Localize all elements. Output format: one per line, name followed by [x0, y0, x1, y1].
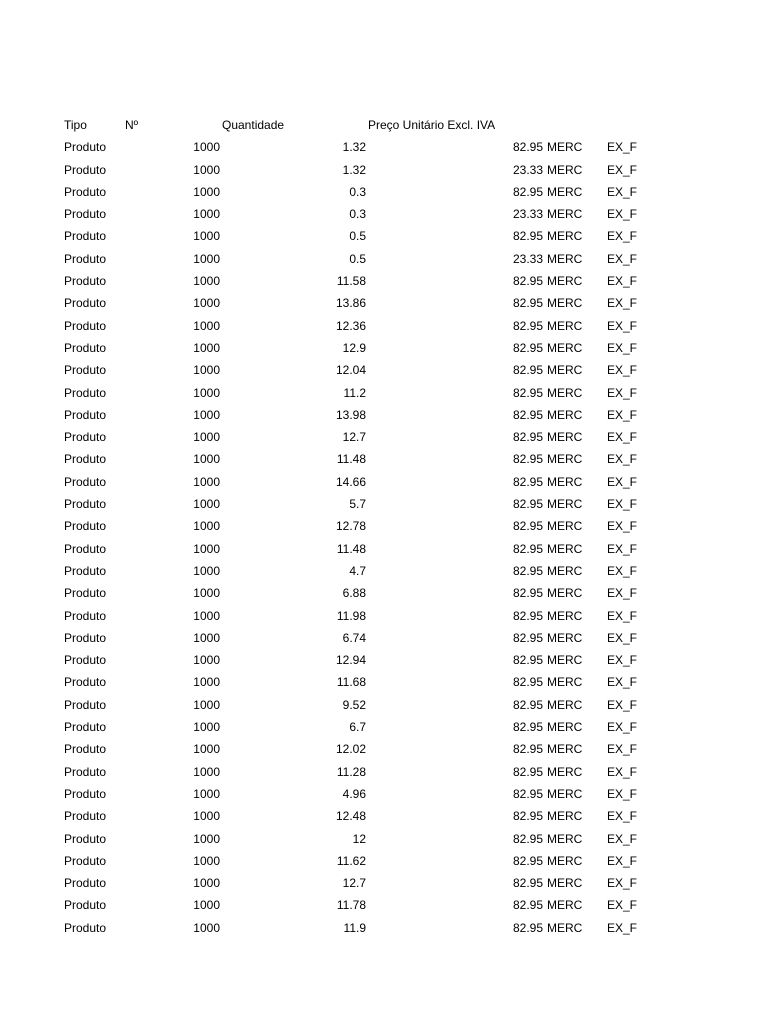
cell-merc: MERC — [547, 519, 583, 534]
cell-quantidade: 1000 — [193, 251, 220, 266]
cell-tipo: Produto — [64, 497, 107, 512]
cell-tipo: Produto — [64, 519, 107, 534]
cell-ex: EX_F — [607, 541, 638, 556]
cell-preco: 1.32 — [342, 140, 366, 155]
table-row — [0, 783, 768, 805]
cell-taxa: 82.95 — [512, 809, 543, 824]
cell-quantidade: 1000 — [193, 407, 220, 422]
cell-tipo: Produto — [64, 876, 107, 891]
cell-tipo: Produto — [64, 274, 107, 289]
cell-taxa: 82.95 — [512, 497, 543, 512]
cell-quantidade: 1000 — [193, 920, 220, 935]
cell-merc: MERC — [547, 764, 583, 779]
table-row — [0, 136, 768, 158]
cell-preco: 11.78 — [336, 898, 366, 913]
cell-merc: MERC — [547, 340, 583, 355]
cell-merc: MERC — [547, 452, 583, 467]
cell-merc: MERC — [547, 385, 583, 400]
header-row — [0, 114, 768, 136]
cell-quantidade: 1000 — [193, 274, 220, 289]
cell-quantidade: 1000 — [193, 586, 220, 601]
cell-ex: EX_F — [607, 563, 638, 578]
cell-tipo: Produto — [64, 318, 107, 333]
cell-tipo: Produto — [64, 385, 107, 400]
table-row — [0, 716, 768, 738]
cell-ex: EX_F — [607, 407, 638, 422]
cell-merc: MERC — [547, 586, 583, 601]
cell-preco: 12.78 — [335, 519, 366, 534]
cell-preco: 11.28 — [336, 764, 366, 779]
cell-quantidade: 1000 — [193, 831, 220, 846]
cell-preco: 11.48 — [336, 452, 366, 467]
cell-taxa: 82.95 — [512, 786, 543, 801]
cell-tipo: Produto — [64, 207, 107, 222]
cell-ex: EX_F — [607, 497, 638, 512]
cell-ex: EX_F — [607, 853, 638, 868]
table-row — [0, 671, 768, 693]
header-preco: Preço Unitário Excl. IVA — [368, 118, 496, 132]
cell-ex: EX_F — [607, 764, 638, 779]
cell-quantidade: 1000 — [193, 675, 220, 690]
cell-ex: EX_F — [607, 898, 638, 913]
cell-merc: MERC — [547, 853, 583, 868]
cell-merc: MERC — [547, 430, 583, 445]
cell-ex: EX_F — [607, 340, 638, 355]
cell-taxa: 82.95 — [512, 563, 543, 578]
cell-merc: MERC — [547, 318, 583, 333]
cell-tipo: Produto — [64, 586, 107, 601]
cell-merc: MERC — [547, 563, 583, 578]
cell-ex: EX_F — [607, 274, 638, 289]
cell-preco: 4.7 — [349, 563, 366, 578]
cell-preco: 0.3 — [349, 184, 366, 199]
cell-taxa: 23.33 — [512, 251, 543, 266]
cell-preco: 12 — [352, 831, 366, 846]
cell-preco: 12.04 — [335, 363, 366, 378]
cell-preco: 6.74 — [342, 630, 366, 645]
cell-preco: 13.98 — [335, 407, 366, 422]
cell-quantidade: 1000 — [193, 742, 220, 757]
cell-tipo: Produto — [64, 430, 107, 445]
cell-taxa: 82.95 — [512, 474, 543, 489]
cell-merc: MERC — [547, 898, 583, 913]
cell-preco: 11.98 — [336, 608, 366, 623]
cell-tipo: Produto — [64, 474, 107, 489]
cell-merc: MERC — [547, 876, 583, 891]
cell-taxa: 82.95 — [512, 407, 543, 422]
cell-tipo: Produto — [64, 340, 107, 355]
cell-quantidade: 1000 — [193, 853, 220, 868]
cell-tipo: Produto — [64, 563, 107, 578]
cell-preco: 4.96 — [342, 786, 366, 801]
cell-preco: 11.2 — [343, 385, 366, 400]
cell-preco: 12.7 — [342, 430, 366, 445]
cell-tipo: Produto — [64, 853, 107, 868]
cell-ex: EX_F — [607, 430, 638, 445]
cell-preco: 11.68 — [336, 675, 366, 690]
table-row — [0, 805, 768, 827]
cell-preco: 11.62 — [336, 853, 366, 868]
cell-tipo: Produto — [64, 229, 107, 244]
cell-preco: 0.3 — [349, 207, 366, 222]
cell-preco: 12.36 — [335, 318, 366, 333]
cell-tipo: Produto — [64, 541, 107, 556]
cell-ex: EX_F — [607, 608, 638, 623]
table-row — [0, 627, 768, 649]
cell-taxa: 82.95 — [512, 274, 543, 289]
cell-quantidade: 1000 — [193, 630, 220, 645]
cell-ex: EX_F — [607, 184, 638, 199]
cell-tipo: Produto — [64, 363, 107, 378]
cell-quantidade: 1000 — [193, 162, 220, 177]
cell-ex: EX_F — [607, 318, 638, 333]
cell-taxa: 82.95 — [512, 296, 543, 311]
cell-quantidade: 1000 — [193, 541, 220, 556]
cell-merc: MERC — [547, 407, 583, 422]
cell-preco: 5.7 — [349, 497, 366, 512]
cell-merc: MERC — [547, 675, 583, 690]
table-row — [0, 894, 768, 916]
cell-quantidade: 1000 — [193, 697, 220, 712]
cell-tipo: Produto — [64, 452, 107, 467]
cell-ex: EX_F — [607, 630, 638, 645]
cell-taxa: 82.95 — [512, 876, 543, 891]
table-row — [0, 248, 768, 270]
cell-taxa: 82.95 — [512, 340, 543, 355]
cell-quantidade: 1000 — [193, 140, 220, 155]
cell-quantidade: 1000 — [193, 809, 220, 824]
cell-tipo: Produto — [64, 786, 107, 801]
cell-merc: MERC — [547, 786, 583, 801]
cell-quantidade: 1000 — [193, 318, 220, 333]
table-row — [0, 582, 768, 604]
cell-taxa: 82.95 — [512, 184, 543, 199]
cell-quantidade: 1000 — [193, 452, 220, 467]
table-row — [0, 538, 768, 560]
table-row — [0, 694, 768, 716]
cell-ex: EX_F — [607, 786, 638, 801]
cell-preco: 0.5 — [349, 251, 366, 266]
cell-merc: MERC — [547, 653, 583, 668]
header-numero: Nº — [125, 118, 139, 132]
cell-tipo: Produto — [64, 608, 107, 623]
cell-quantidade: 1000 — [193, 519, 220, 534]
cell-ex: EX_F — [607, 140, 638, 155]
table-row — [0, 359, 768, 381]
cell-merc: MERC — [547, 920, 583, 935]
cell-merc: MERC — [547, 608, 583, 623]
table-row — [0, 471, 768, 493]
cell-ex: EX_F — [607, 519, 638, 534]
cell-ex: EX_F — [607, 675, 638, 690]
cell-ex: EX_F — [607, 385, 638, 400]
table-row — [0, 761, 768, 783]
table-row — [0, 292, 768, 314]
cell-quantidade: 1000 — [193, 385, 220, 400]
cell-ex: EX_F — [607, 296, 638, 311]
cell-merc: MERC — [547, 697, 583, 712]
cell-taxa: 82.95 — [512, 385, 543, 400]
table-row — [0, 828, 768, 850]
cell-ex: EX_F — [607, 742, 638, 757]
cell-preco: 12.7 — [342, 876, 366, 891]
cell-quantidade: 1000 — [193, 608, 220, 623]
cell-merc: MERC — [547, 474, 583, 489]
cell-taxa: 82.95 — [512, 541, 543, 556]
table-row — [0, 850, 768, 872]
cell-tipo: Produto — [64, 831, 107, 846]
cell-preco: 1.32 — [342, 162, 366, 177]
cell-quantidade: 1000 — [193, 720, 220, 735]
cell-preco: 12.94 — [335, 653, 366, 668]
cell-ex: EX_F — [607, 207, 638, 222]
cell-quantidade: 1000 — [193, 430, 220, 445]
cell-taxa: 82.95 — [512, 831, 543, 846]
cell-preco: 12.9 — [342, 340, 366, 355]
cell-tipo: Produto — [64, 140, 107, 155]
table-row — [0, 872, 768, 894]
table-row — [0, 448, 768, 470]
cell-taxa: 82.95 — [512, 920, 543, 935]
cell-tipo: Produto — [64, 407, 107, 422]
cell-taxa: 82.95 — [512, 452, 543, 467]
cell-taxa: 82.95 — [512, 675, 543, 690]
cell-ex: EX_F — [607, 697, 638, 712]
cell-tipo: Produto — [64, 675, 107, 690]
cell-preco: 0.5 — [349, 229, 366, 244]
cell-taxa: 82.95 — [512, 742, 543, 757]
data-table — [0, 114, 768, 939]
cell-merc: MERC — [547, 229, 583, 244]
cell-ex: EX_F — [607, 474, 638, 489]
table-body — [0, 136, 768, 939]
cell-taxa: 82.95 — [512, 898, 543, 913]
cell-taxa: 82.95 — [512, 318, 543, 333]
cell-tipo: Produto — [64, 630, 107, 645]
cell-quantidade: 1000 — [193, 898, 220, 913]
table-row — [0, 203, 768, 225]
cell-merc: MERC — [547, 251, 583, 266]
cell-ex: EX_F — [607, 229, 638, 244]
cell-ex: EX_F — [607, 162, 638, 177]
cell-quantidade: 1000 — [193, 563, 220, 578]
cell-ex: EX_F — [607, 653, 638, 668]
cell-quantidade: 1000 — [193, 229, 220, 244]
cell-merc: MERC — [547, 184, 583, 199]
cell-tipo: Produto — [64, 809, 107, 824]
cell-ex: EX_F — [607, 452, 638, 467]
table-row — [0, 159, 768, 181]
cell-merc: MERC — [547, 497, 583, 512]
table-row — [0, 337, 768, 359]
cell-taxa: 23.33 — [512, 207, 543, 222]
cell-taxa: 82.95 — [512, 653, 543, 668]
table-row — [0, 515, 768, 537]
cell-merc: MERC — [547, 541, 583, 556]
cell-ex: EX_F — [607, 831, 638, 846]
cell-taxa: 82.95 — [512, 140, 543, 155]
cell-taxa: 82.95 — [512, 764, 543, 779]
cell-quantidade: 1000 — [193, 497, 220, 512]
cell-taxa: 82.95 — [512, 519, 543, 534]
cell-preco: 11.48 — [336, 541, 366, 556]
cell-taxa: 82.95 — [512, 363, 543, 378]
cell-preco: 11.9 — [343, 920, 366, 935]
cell-preco: 11.58 — [336, 274, 366, 289]
cell-merc: MERC — [547, 720, 583, 735]
cell-merc: MERC — [547, 296, 583, 311]
table-row — [0, 493, 768, 515]
cell-merc: MERC — [547, 363, 583, 378]
cell-taxa: 82.95 — [512, 853, 543, 868]
cell-ex: EX_F — [607, 363, 638, 378]
cell-quantidade: 1000 — [193, 296, 220, 311]
cell-merc: MERC — [547, 162, 583, 177]
cell-tipo: Produto — [64, 764, 107, 779]
cell-merc: MERC — [547, 207, 583, 222]
cell-preco: 12.02 — [335, 742, 366, 757]
cell-merc: MERC — [547, 809, 583, 824]
table-row — [0, 649, 768, 671]
cell-quantidade: 1000 — [193, 340, 220, 355]
table-row — [0, 404, 768, 426]
cell-tipo: Produto — [64, 898, 107, 913]
table-row — [0, 917, 768, 939]
table-row — [0, 315, 768, 337]
cell-taxa: 82.95 — [512, 229, 543, 244]
cell-ex: EX_F — [607, 586, 638, 601]
cell-preco: 6.88 — [342, 586, 366, 601]
table-row — [0, 605, 768, 627]
cell-quantidade: 1000 — [193, 474, 220, 489]
cell-quantidade: 1000 — [193, 876, 220, 891]
cell-merc: MERC — [547, 274, 583, 289]
header-quantidade: Quantidade — [222, 118, 285, 132]
cell-tipo: Produto — [64, 697, 107, 712]
table-row — [0, 225, 768, 247]
cell-tipo: Produto — [64, 251, 107, 266]
cell-taxa: 82.95 — [512, 430, 543, 445]
cell-preco: 14.66 — [335, 474, 366, 489]
cell-quantidade: 1000 — [193, 653, 220, 668]
cell-taxa: 82.95 — [512, 630, 543, 645]
cell-quantidade: 1000 — [193, 764, 220, 779]
cell-tipo: Produto — [64, 653, 107, 668]
cell-taxa: 82.95 — [512, 608, 543, 623]
table-row — [0, 738, 768, 760]
cell-ex: EX_F — [607, 251, 638, 266]
cell-taxa: 82.95 — [512, 586, 543, 601]
cell-taxa: 23.33 — [512, 162, 543, 177]
cell-preco: 12.48 — [335, 809, 366, 824]
cell-ex: EX_F — [607, 809, 638, 824]
cell-tipo: Produto — [64, 742, 107, 757]
cell-tipo: Produto — [64, 920, 107, 935]
cell-taxa: 82.95 — [512, 720, 543, 735]
cell-quantidade: 1000 — [193, 207, 220, 222]
cell-preco: 9.52 — [342, 697, 366, 712]
cell-quantidade: 1000 — [193, 184, 220, 199]
table-row — [0, 382, 768, 404]
table-row — [0, 181, 768, 203]
cell-merc: MERC — [547, 742, 583, 757]
cell-quantidade: 1000 — [193, 363, 220, 378]
cell-quantidade: 1000 — [193, 786, 220, 801]
table-row — [0, 426, 768, 448]
cell-taxa: 82.95 — [512, 697, 543, 712]
table-row — [0, 270, 768, 292]
header-tipo: Tipo — [64, 118, 87, 132]
table-row — [0, 560, 768, 582]
cell-tipo: Produto — [64, 720, 107, 735]
cell-merc: MERC — [547, 831, 583, 846]
cell-ex: EX_F — [607, 920, 638, 935]
cell-tipo: Produto — [64, 296, 107, 311]
cell-tipo: Produto — [64, 162, 107, 177]
cell-ex: EX_F — [607, 720, 638, 735]
cell-merc: MERC — [547, 140, 583, 155]
cell-tipo: Produto — [64, 184, 107, 199]
cell-ex: EX_F — [607, 876, 638, 891]
cell-merc: MERC — [547, 630, 583, 645]
cell-preco: 13.86 — [335, 296, 366, 311]
cell-preco: 6.7 — [349, 720, 366, 735]
